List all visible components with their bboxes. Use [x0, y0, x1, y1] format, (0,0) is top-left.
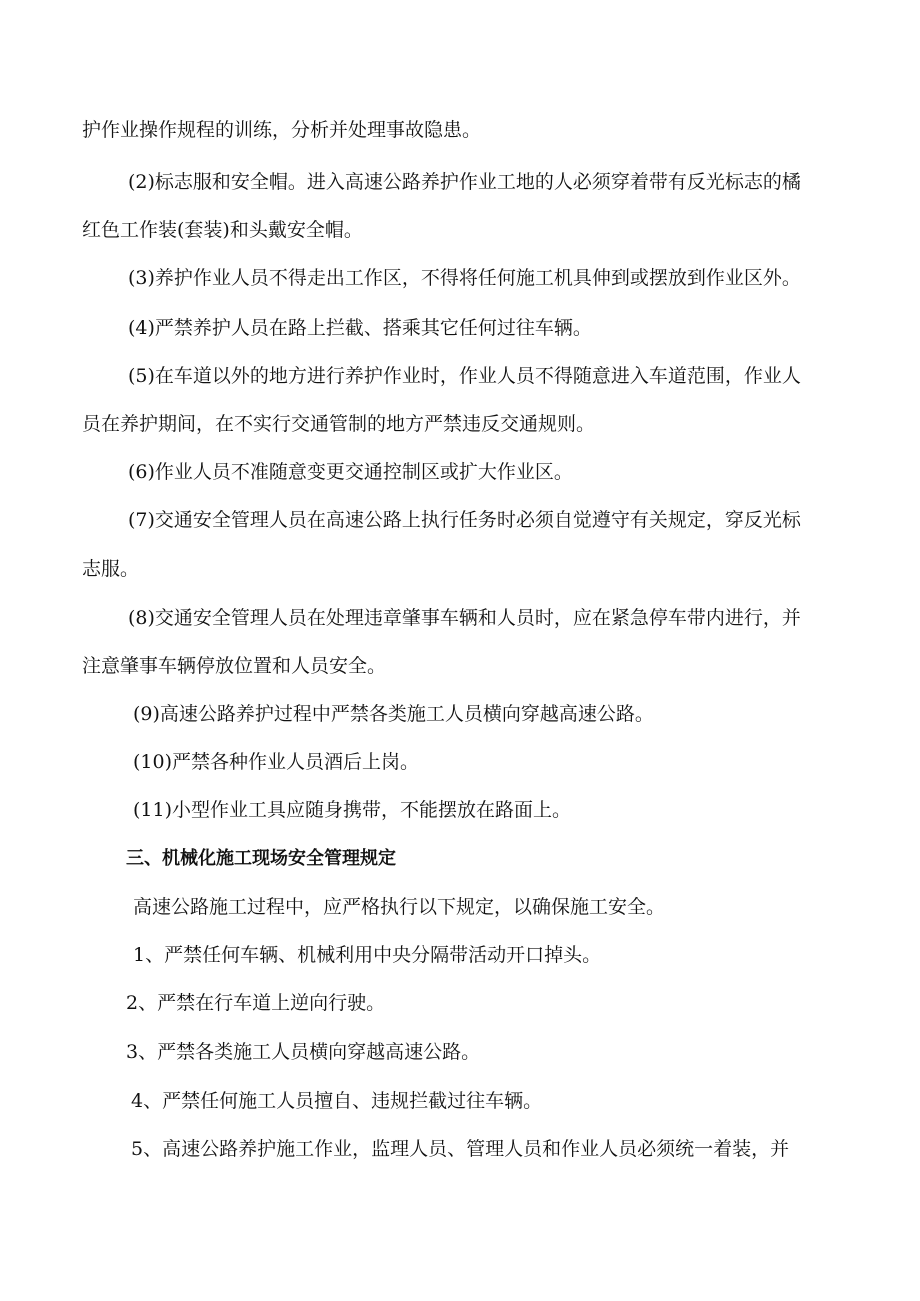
paragraph-line-4: (3)养护作业人员不得走出工作区，不得将任何施工机具伸到或摆放到作业区外。: [128, 267, 801, 289]
paragraph-line-14: (10)严禁各种作业人员酒后上岗。: [133, 751, 420, 773]
list-item-4: 4、严禁任何施工人员擅自、违规拦截过往车辆。: [131, 1090, 543, 1112]
list-item-2: 2、严禁在行车道上逆向行驶。: [126, 992, 386, 1014]
paragraph-line-9: (7)交通安全管理人员在高速公路上执行任务时必须自觉遵守有关规定，穿反光标: [128, 509, 801, 531]
list-item-5: 5、高速公路养护施工作业，监理人员、管理人员和作业人员必须统一着装，并: [131, 1138, 790, 1160]
paragraph-line-11: (8)交通安全管理人员在处理违章肇事车辆和人员时，应在紧急停车带内进行，并: [128, 607, 801, 629]
paragraph-line-13: (9)高速公路养护过程中严禁各类施工人员横向穿越高速公路。: [133, 703, 654, 725]
list-item-3: 3、严禁各类施工人员横向穿越高速公路。: [126, 1041, 481, 1063]
paragraph-line-7: 员在养护期间，在不实行交通管制的地方严禁违反交通规则。: [82, 413, 596, 435]
paragraph-line-8: (6)作业人员不准随意变更交通控制区或扩大作业区。: [128, 461, 573, 483]
paragraph-line-1: 护作业操作规程的训练，分析并处理事故隐患。: [82, 119, 482, 141]
paragraph-line-15: (11)小型作业工具应随身携带，不能摆放在路面上。: [133, 799, 572, 821]
paragraph-line-10: 志服。: [82, 558, 140, 580]
paragraph-line-6: (5)在车道以外的地方进行养护作业时，作业人员不得随意进入车道范围，作业人: [128, 365, 801, 387]
list-item-1: 1、严禁任何车辆、机械利用中央分隔带活动开口掉头。: [133, 944, 602, 966]
paragraph-line-2: (2)标志服和安全帽。进入高速公路养护作业工地的人必须穿着带有反光标志的橘: [128, 171, 801, 193]
section-heading: 三、机械化施工现场安全管理规定: [126, 848, 396, 869]
paragraph-line-5: (4)严禁养护人员在路上拦截、搭乘其它任何过往车辆。: [128, 317, 592, 339]
paragraph-line-17: 高速公路施工过程中，应严格执行以下规定，以确保施工安全。: [133, 896, 666, 918]
paragraph-line-3: 红色工作装(套装)和头戴安全帽。: [82, 219, 363, 241]
paragraph-line-12: 注意肇事车辆停放位置和人员安全。: [82, 655, 387, 677]
